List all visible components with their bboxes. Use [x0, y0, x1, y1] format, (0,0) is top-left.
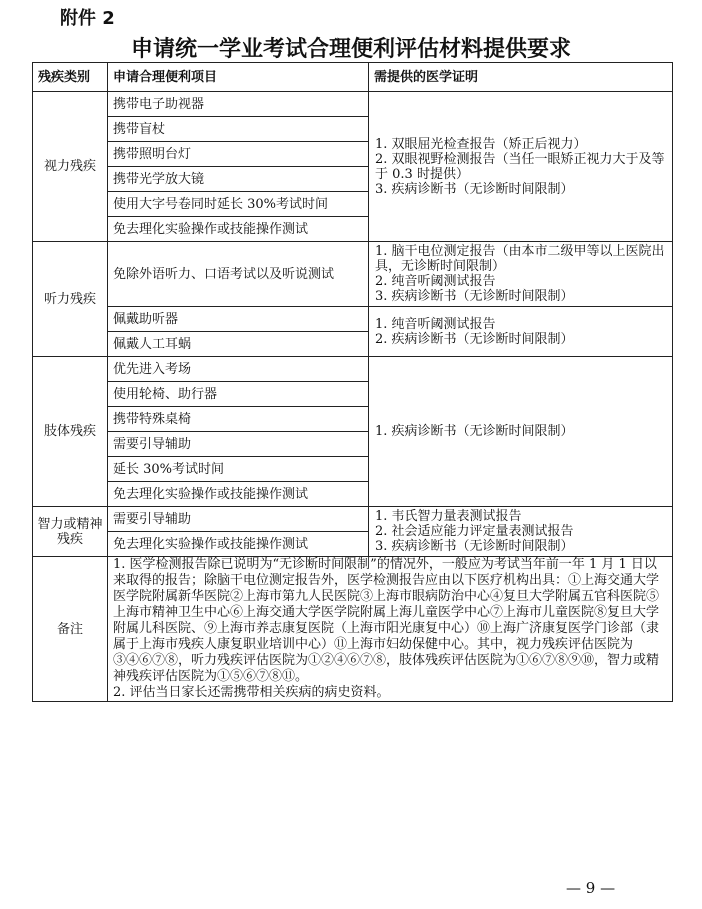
accommodation-item: 免去理化实验操作或技能操作测试 [108, 532, 369, 557]
notes-label: 备注 [33, 557, 108, 702]
accommodation-item: 携带特殊桌椅 [108, 407, 369, 432]
medical-proof-cell [369, 507, 673, 557]
table-row [33, 92, 673, 117]
medical-proof-cell [369, 92, 673, 242]
proof-line: 2. 社会适应能力评定量表测试报告 [375, 524, 574, 539]
accommodation-item: 携带光学放大镜 [108, 167, 369, 192]
table-header-row [33, 63, 673, 92]
table-row [33, 357, 673, 382]
accommodation-item: 免去理化实验操作或技能操作测试 [108, 482, 369, 507]
notes-content [108, 557, 673, 702]
accommodation-item: 携带电子助视器 [108, 92, 369, 117]
accommodation-item: 使用轮椅、助行器 [108, 382, 369, 407]
accommodation-item: 优先进入考场 [108, 357, 369, 382]
header-proof: 需提供的医学证明 [369, 63, 673, 92]
category-cell: 智力或精神残疾 [33, 507, 108, 557]
table-row [33, 507, 673, 532]
accommodation-item: 需要引导辅助 [108, 507, 369, 532]
accommodation-item: 免除外语听力、口语考试以及听说测试 [108, 242, 369, 307]
category-cell: 听力残疾 [33, 242, 108, 357]
category-cell: 视力残疾 [33, 92, 108, 242]
medical-proof-cell [369, 307, 673, 357]
document-title: 申请统一学业考试合理便利评估材料提供要求 [130, 37, 571, 62]
proof-line: 3. 疾病诊断书（无诊断时间限制） [375, 181, 574, 197]
proof-line: 2. 纯音听阈测试报告 [375, 274, 496, 289]
accommodation-item: 需要引导辅助 [108, 432, 369, 457]
medical-proof-cell [369, 357, 673, 507]
header-category: 残疾类别 [33, 63, 108, 92]
page-number: — 9 — [566, 879, 616, 897]
accommodation-item: 延长 30%考试时间 [108, 457, 369, 482]
category-cell: 肢体残疾 [33, 357, 108, 507]
header-item: 申请合理便利项目 [108, 63, 369, 92]
accommodation-item: 携带照明台灯 [108, 142, 369, 167]
note-paragraph: 2. 评估当日家长还需携带相关疾病的病史资料。 [113, 685, 390, 700]
accommodation-item: 免去理化实验操作或技能操作测试 [108, 217, 369, 242]
table-row [33, 307, 673, 332]
requirements-table [32, 62, 673, 702]
proof-line: 2. 疾病诊断书（无诊断时间限制） [375, 331, 574, 347]
accommodation-item: 佩戴人工耳蜗 [108, 332, 369, 357]
proof-line: 1. 纯音听阈测试报告 [375, 316, 496, 332]
note-paragraph: 1. 医学检测报告除已说明为“无诊断时间限制”的情况外，一般应为考试当年前一年 1 月 1 日以来取得的报告；除脑干电位测定报告外，医学检测报告应由以下医疗机构出具：①上海交通大学医学院附属新华医院②上海市第九人民医院③上海市眼病防治中心④复旦大学附属五官科医院⑤上海市精神卫生中心⑥上海交通大学医学院附属上海儿童医学中心⑦上海市儿童医院⑧复旦大学附属儿科医院、⑨上海市养志康复医院（上海市阳光康复中心）⑩上海广济康复医学门诊部（隶属于上海市残疾人康复职业培训中心）⑪上海市妇幼保健中心。其中，视力残疾评估医院为③④⑥⑦⑧，听力残疾评估医院为①②④⑥⑦⑧，肢体残疾评估医院为①⑥⑦⑧⑨⑩，智力或精神残疾评估医院为①⑤⑥⑦⑧⑪。 [113, 557, 660, 684]
proof-line: 3. 疾病诊断书（无诊断时间限制） [375, 539, 574, 554]
proof-line: 2. 双眼视野检测报告（当任一眼矫正视力大于及等于 0.3 时提供） [375, 151, 665, 182]
attachment-label: 附件 2 [60, 8, 115, 29]
notes-row [33, 557, 673, 702]
proof-line: 3. 疾病诊断书（无诊断时间限制） [375, 289, 574, 304]
accommodation-item: 使用大字号卷同时延长 30%考试时间 [108, 192, 369, 217]
accommodation-item: 佩戴助听器 [108, 307, 369, 332]
proof-line: 1. 双眼屈光检查报告（矫正后视力） [375, 136, 587, 152]
proof-line: 1. 疾病诊断书（无诊断时间限制） [375, 424, 574, 439]
table-row [33, 242, 673, 307]
proof-line: 1. 韦氏智力量表测试报告 [375, 509, 522, 524]
accommodation-item: 携带盲杖 [108, 117, 369, 142]
proof-line: 1. 脑干电位测定报告（由本市二级甲等以上医院出具，无诊断时间限制） [375, 244, 665, 274]
medical-proof-cell [369, 242, 673, 307]
